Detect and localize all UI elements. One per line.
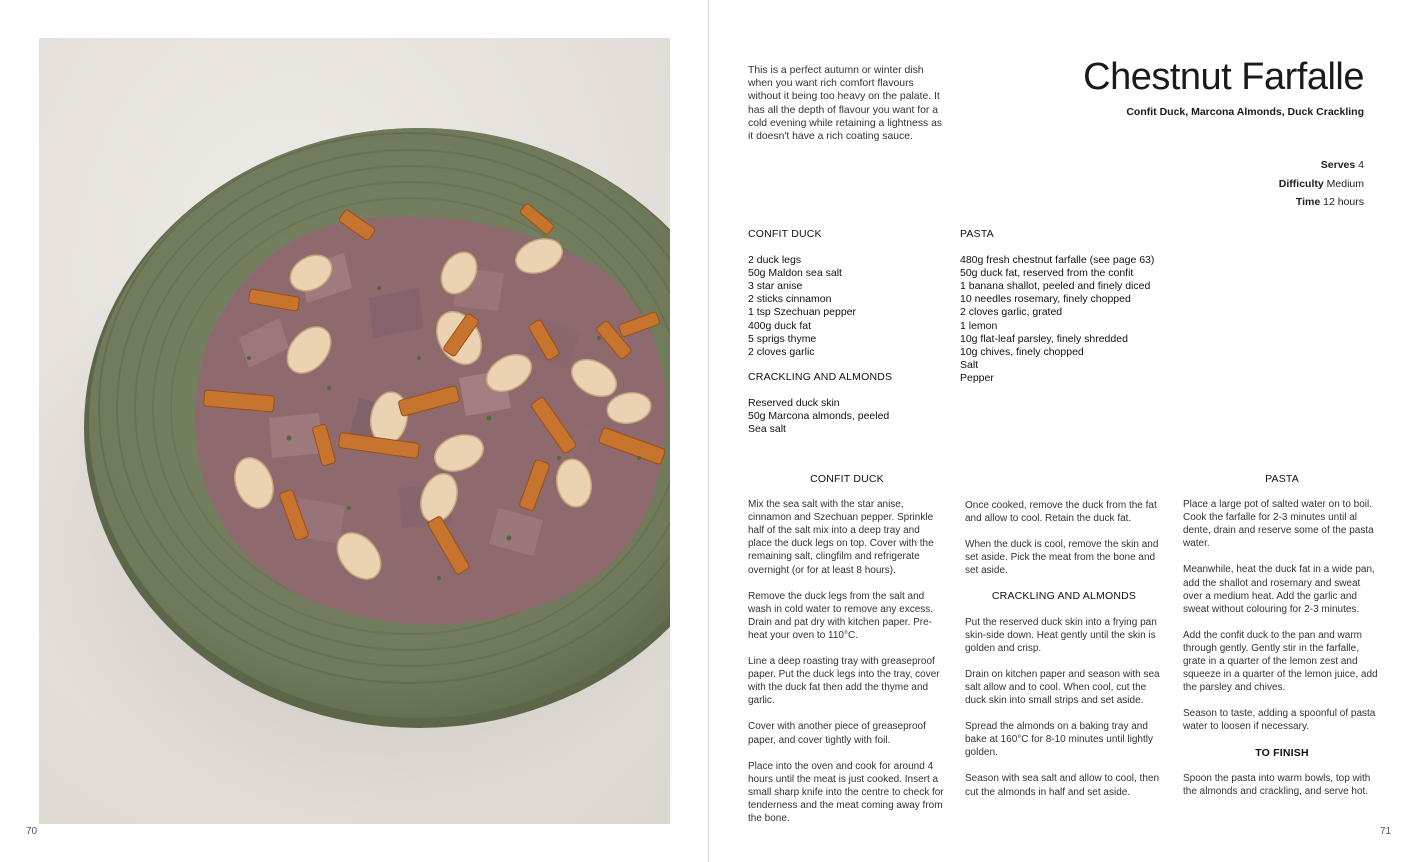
crackling-ingredients-list	[748, 397, 948, 436]
method-step: Place a large pot of salted water on to boil. Cook the farfalle for 2-3 minutes until al dente, drain and reserve some of the pasta water.	[1183, 499, 1374, 550]
method-step: Place into the oven and cook for around 4 hours until the meat is just cooked. Insert a small sharp knife into the centre to check for tenderness and the meat coming away from the bone.	[748, 760, 944, 824]
ingredient-item: 480g fresh chestnut farfalle (see page 63)	[960, 254, 1155, 267]
recipe-meta	[1279, 156, 1364, 212]
time-label: Time	[1295, 196, 1321, 209]
method-step: Put the reserved duck skin into a frying pan skin-side down. Heat gently until the skin is golden and crisp.	[965, 616, 1157, 654]
ingredient-item: 1 tsp Szechuan pepper	[748, 306, 856, 319]
method-column-3	[1183, 473, 1381, 811]
ingredient-item: 2 cloves garlic	[748, 345, 815, 358]
ingredient-item: 2 sticks cinnamon	[748, 293, 832, 306]
pasta-plate-illustration	[39, 38, 670, 824]
pasta-ingredients-heading: PASTA	[960, 228, 994, 240]
method-step: Remove the duck legs from the salt and wash in cold water to remove any excess. Drain and pat dry with kitchen paper. Pre-heat your oven to 110°C.	[748, 590, 934, 641]
ingredient-item: Reserved duck skin	[748, 396, 840, 409]
method-step: Season with sea salt and allow to cool, then cut the almonds in half and set aside.	[965, 773, 1160, 798]
difficulty-row	[1279, 175, 1364, 194]
ingredient-item: 10g chives, finely chopped	[960, 345, 1084, 358]
ingredient-item: 10g flat-leaf parsley, finely shredded	[960, 332, 1128, 345]
ingredient-item: 400g duck fat	[748, 319, 812, 332]
ingredient-item: 2 cloves garlic, grated	[960, 306, 1063, 319]
ingredient-item: 2 duck legs	[748, 254, 802, 267]
book-spine	[708, 0, 709, 862]
time-row	[1279, 193, 1364, 212]
method-step: Season to taste, adding a spoonful of pasta water to loosen if necessary.	[1183, 708, 1376, 733]
method-step: Spread the almonds on a baking tray and bake at 160°C for 8-10 minutes until lightly golden.	[965, 721, 1153, 759]
ingredients-right	[960, 228, 1200, 397]
method-pasta-heading: PASTA	[1265, 473, 1299, 485]
method-step: Once cooked, remove the duck from the fat and allow to cool. Retain the duck fat.	[965, 500, 1157, 525]
difficulty-value: Medium	[1326, 177, 1364, 190]
difficulty-label: Difficulty	[1278, 177, 1324, 190]
ingredient-item: 10 needles rosemary, finely chopped	[960, 293, 1131, 306]
method-step: Spoon the pasta into warm bowls, top with the almonds and crackling, and serve hot.	[1183, 772, 1371, 797]
ingredient-item: 1 lemon	[960, 319, 998, 332]
ingredient-item: 5 sprigs thyme	[748, 332, 817, 345]
method-step: Drain on kitchen paper and season with sea salt allow and to cool. When cool, cut the duck skin into small strips and set aside.	[965, 668, 1160, 707]
method-step: When the duck is cool, remove the skin and set aside. Pick the meat from the bone and set aside.	[965, 539, 1159, 577]
method-confit-heading: CONFIT DUCK	[810, 473, 884, 485]
page-number-left: 70	[26, 826, 38, 837]
time-value: 12 hours	[1323, 196, 1364, 209]
method-crackling-heading: CRACKLING AND ALMONDS	[991, 590, 1137, 603]
method-step: Meanwhile, heat the duck fat in a wide pan, add the shallot and rosemary and sweat over a medium heat. Add the garlic and sweat without colouring for 2-3 minutes.	[1183, 564, 1375, 615]
confit-ingredients-heading: CONFIT DUCK	[748, 228, 822, 240]
method-column-1	[748, 473, 946, 838]
method-column-2	[965, 499, 1163, 812]
recipe-intro: This is a perfect autumn or winter dish when you want rich comfort flavours without it being too heavy on the palate. It has all the depth of flavour you want for a cold evening while retaining a lightness as it doesn't have a rich coating sauce.	[748, 65, 943, 143]
ingredient-item: 3 star anise	[748, 280, 803, 293]
recipe-subtitle: Confit Duck, Marcona Almonds, Duck Crackling	[1126, 106, 1364, 118]
ingredients-left	[748, 228, 948, 448]
serves-value: 4	[1358, 159, 1364, 171]
method-step: Cover with another piece of greaseproof paper, and cover tightly with foil.	[748, 721, 926, 746]
ingredient-item: Sea salt	[748, 423, 786, 436]
serves-label: Serves	[1320, 159, 1356, 171]
recipe-title: Chestnut Farfalle	[1083, 56, 1364, 98]
ingredient-item: Salt	[960, 358, 979, 371]
method-step: Mix the sea salt with the star anise, cinnamon and Szechuan pepper. Sprinkle half of the salt mix into a deep tray and place the duck legs on top. Cover with the remaining salt, clingfilm and refrigerate overnight (or for at least 8 hours).	[748, 499, 934, 576]
food-photo	[39, 38, 670, 824]
ingredient-item: 50g Maldon sea salt	[748, 267, 842, 280]
page-number-right: 71	[1380, 826, 1392, 837]
confit-ingredients-list	[748, 254, 948, 359]
method-step: Add the confit duck to the pan and warm through gently. Gently stir in the farfalle, grate in a quarter of the lemon zest and squeeze in a quarter of the lemon juice, add the parsley and chives.	[1183, 629, 1378, 694]
crackling-ingredients-heading: CRACKLING AND ALMONDS	[748, 370, 893, 383]
pasta-ingredients-list	[960, 254, 1200, 385]
method-finish-heading: TO FINISH	[1255, 746, 1309, 759]
ingredient-item: 50g Marcona almonds, peeled	[748, 410, 890, 423]
ingredient-item: Pepper	[960, 371, 994, 384]
method-step: Line a deep roasting tray with greaseproof paper. Put the duck legs into the tray, cover with the duck fat then add the thyme and garlic.	[748, 656, 940, 707]
ingredient-item: 50g duck fat, reserved from the confit	[960, 267, 1134, 280]
ingredient-item: 1 banana shallot, peeled and finely diced	[960, 280, 1151, 293]
serves-row	[1279, 156, 1364, 175]
